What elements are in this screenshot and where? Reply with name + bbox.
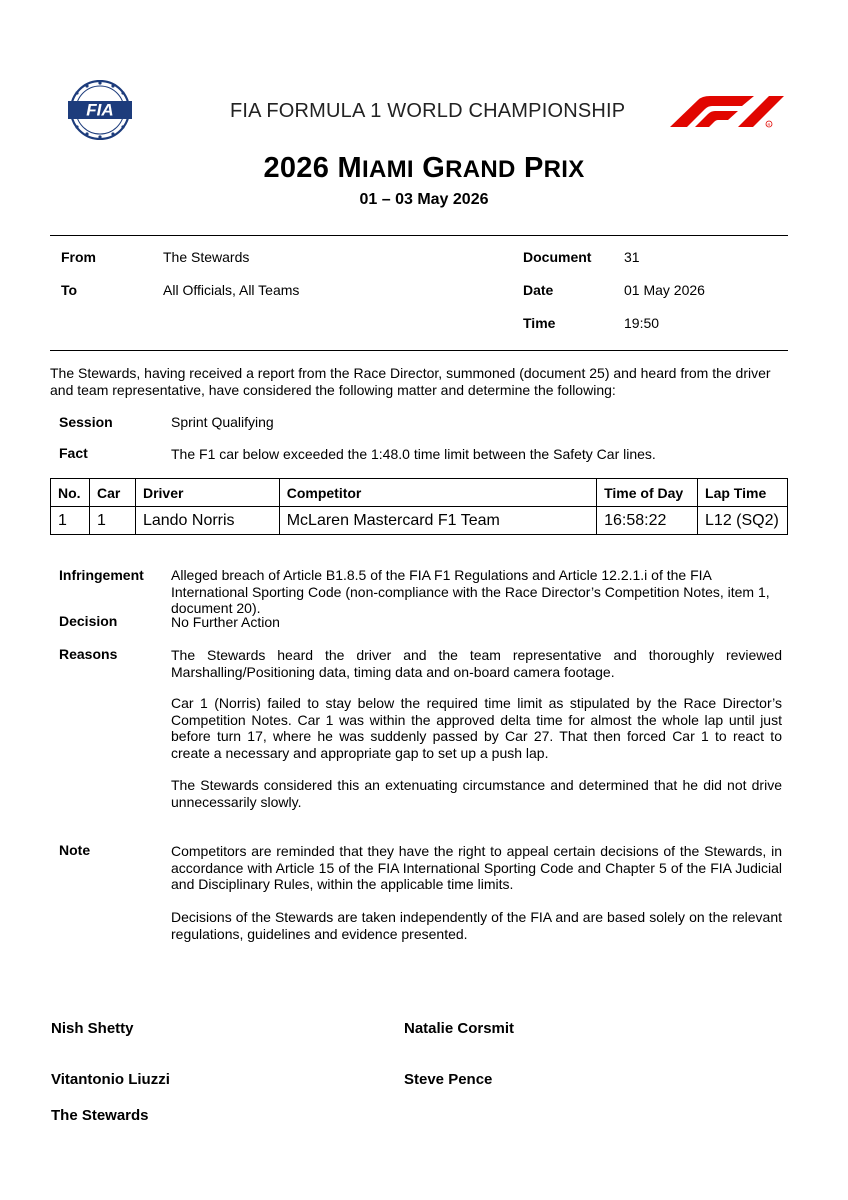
note-paragraph: Decisions of the Stewards are taken independently of the FIA and are based solely on the relevant regulations, guidelines and evidence presented. (171, 909, 782, 942)
infringement-label: Infringement (59, 567, 144, 583)
divider (50, 350, 788, 351)
column-header-competitor: Competitor (279, 479, 596, 507)
note-label: Note (59, 842, 91, 858)
table-header-row (51, 479, 788, 507)
document-label: Document (523, 249, 592, 265)
divider (50, 235, 788, 236)
column-header-driver: Driver (135, 479, 279, 507)
signature-footer: The Stewards (51, 1107, 149, 1124)
cell-driver: Lando Norris (135, 507, 279, 535)
svg-text:R: R (767, 122, 771, 127)
svg-text:FIA: FIA (86, 100, 114, 120)
session-value: Sprint Qualifying (171, 414, 274, 430)
reasons-label: Reasons (59, 646, 118, 662)
reasons-paragraph: The Stewards considered this an extenuating circumstance and determined that he did not drive unnecessarily slowly. (171, 777, 782, 810)
decision-value: No Further Action (171, 614, 280, 630)
from-value: The Stewards (163, 249, 250, 265)
column-header-lap-time: Lap Time (698, 479, 788, 507)
infringement-value: Alleged breach of Article B1.8.5 of the FIA F1 Regulations and Article 12.2.1.i of the FIA International Sporting Code (non-compliance with the Race Director’s Competition Notes, item 1, document 20). (171, 567, 770, 616)
fact-value: The F1 car below exceeded the 1:48.0 time limit between the Safety Car lines. (171, 446, 656, 462)
column-header-time-of-day: Time of Day (597, 479, 698, 507)
date-value: 01 May 2026 (624, 282, 705, 298)
steward-signature: Natalie Corsmit (404, 1020, 515, 1037)
table-row (51, 507, 788, 535)
cell-competitor: McLaren Mastercard F1 Team (279, 507, 596, 535)
event-dates: 01 – 03 May 2026 (359, 191, 489, 208)
steward-signature: Nish Shetty (51, 1020, 134, 1037)
event-title: 2026 MIAMI GRAND PRIX (263, 152, 585, 184)
steward-signature: Steve Pence (404, 1071, 493, 1088)
championship-title: FIA FORMULA 1 WORLD CHAMPIONSHIP (230, 100, 626, 122)
results-table (50, 478, 788, 535)
session-label: Session (59, 414, 113, 430)
to-value: All Officials, All Teams (163, 282, 300, 298)
date-label: Date (523, 282, 554, 298)
cell-no: 1 (51, 507, 90, 535)
fact-label: Fact (59, 445, 88, 461)
column-header-car: Car (89, 479, 135, 507)
from-label: From (61, 249, 96, 265)
time-label: Time (523, 315, 556, 331)
steward-signature: Vitantonio Liuzzi (51, 1071, 170, 1088)
reasons-paragraph: The Stewards heard the driver and the team representative and thoroughly reviewed Marshalling/Positioning data, timing data and on-board camera footage. (171, 647, 782, 680)
f1-logo (668, 94, 788, 130)
reasons-paragraph: Car 1 (Norris) failed to stay below the required time limit as stipulated by the Race Director’s Competition Notes. Car 1 was within the approved delta time for almost the whole lap until just before turn 17, where he was suddenly passed by Car 27. That then forced Car 1 to react to create a necessary and appropriate gap to set up a push lap. (171, 695, 782, 761)
cell-time-of-day: 16:58:22 (597, 507, 698, 535)
note-paragraph: Competitors are reminded that they have the right to appeal certain decisions of the Stewards, in accordance with Article 15 of the FIA International Sporting Code and Chapter 5 of the FIA Judicial and Disciplinary Rules, within the applicable time limits. (171, 843, 782, 892)
cell-lap-time: L12 (SQ2) (698, 507, 788, 535)
cell-car: 1 (89, 507, 135, 535)
time-value: 19:50 (624, 315, 660, 331)
document-value: 31 (624, 249, 640, 265)
column-header-no: No. (51, 479, 90, 507)
fia-logo (58, 80, 142, 140)
intro-text: The Stewards, having received a report from the Race Director, summoned (document 25) and heard from the driver and team representative, have considered the following matter and determine the following: (50, 365, 771, 398)
to-label: To (61, 282, 78, 298)
decision-label: Decision (59, 613, 118, 629)
